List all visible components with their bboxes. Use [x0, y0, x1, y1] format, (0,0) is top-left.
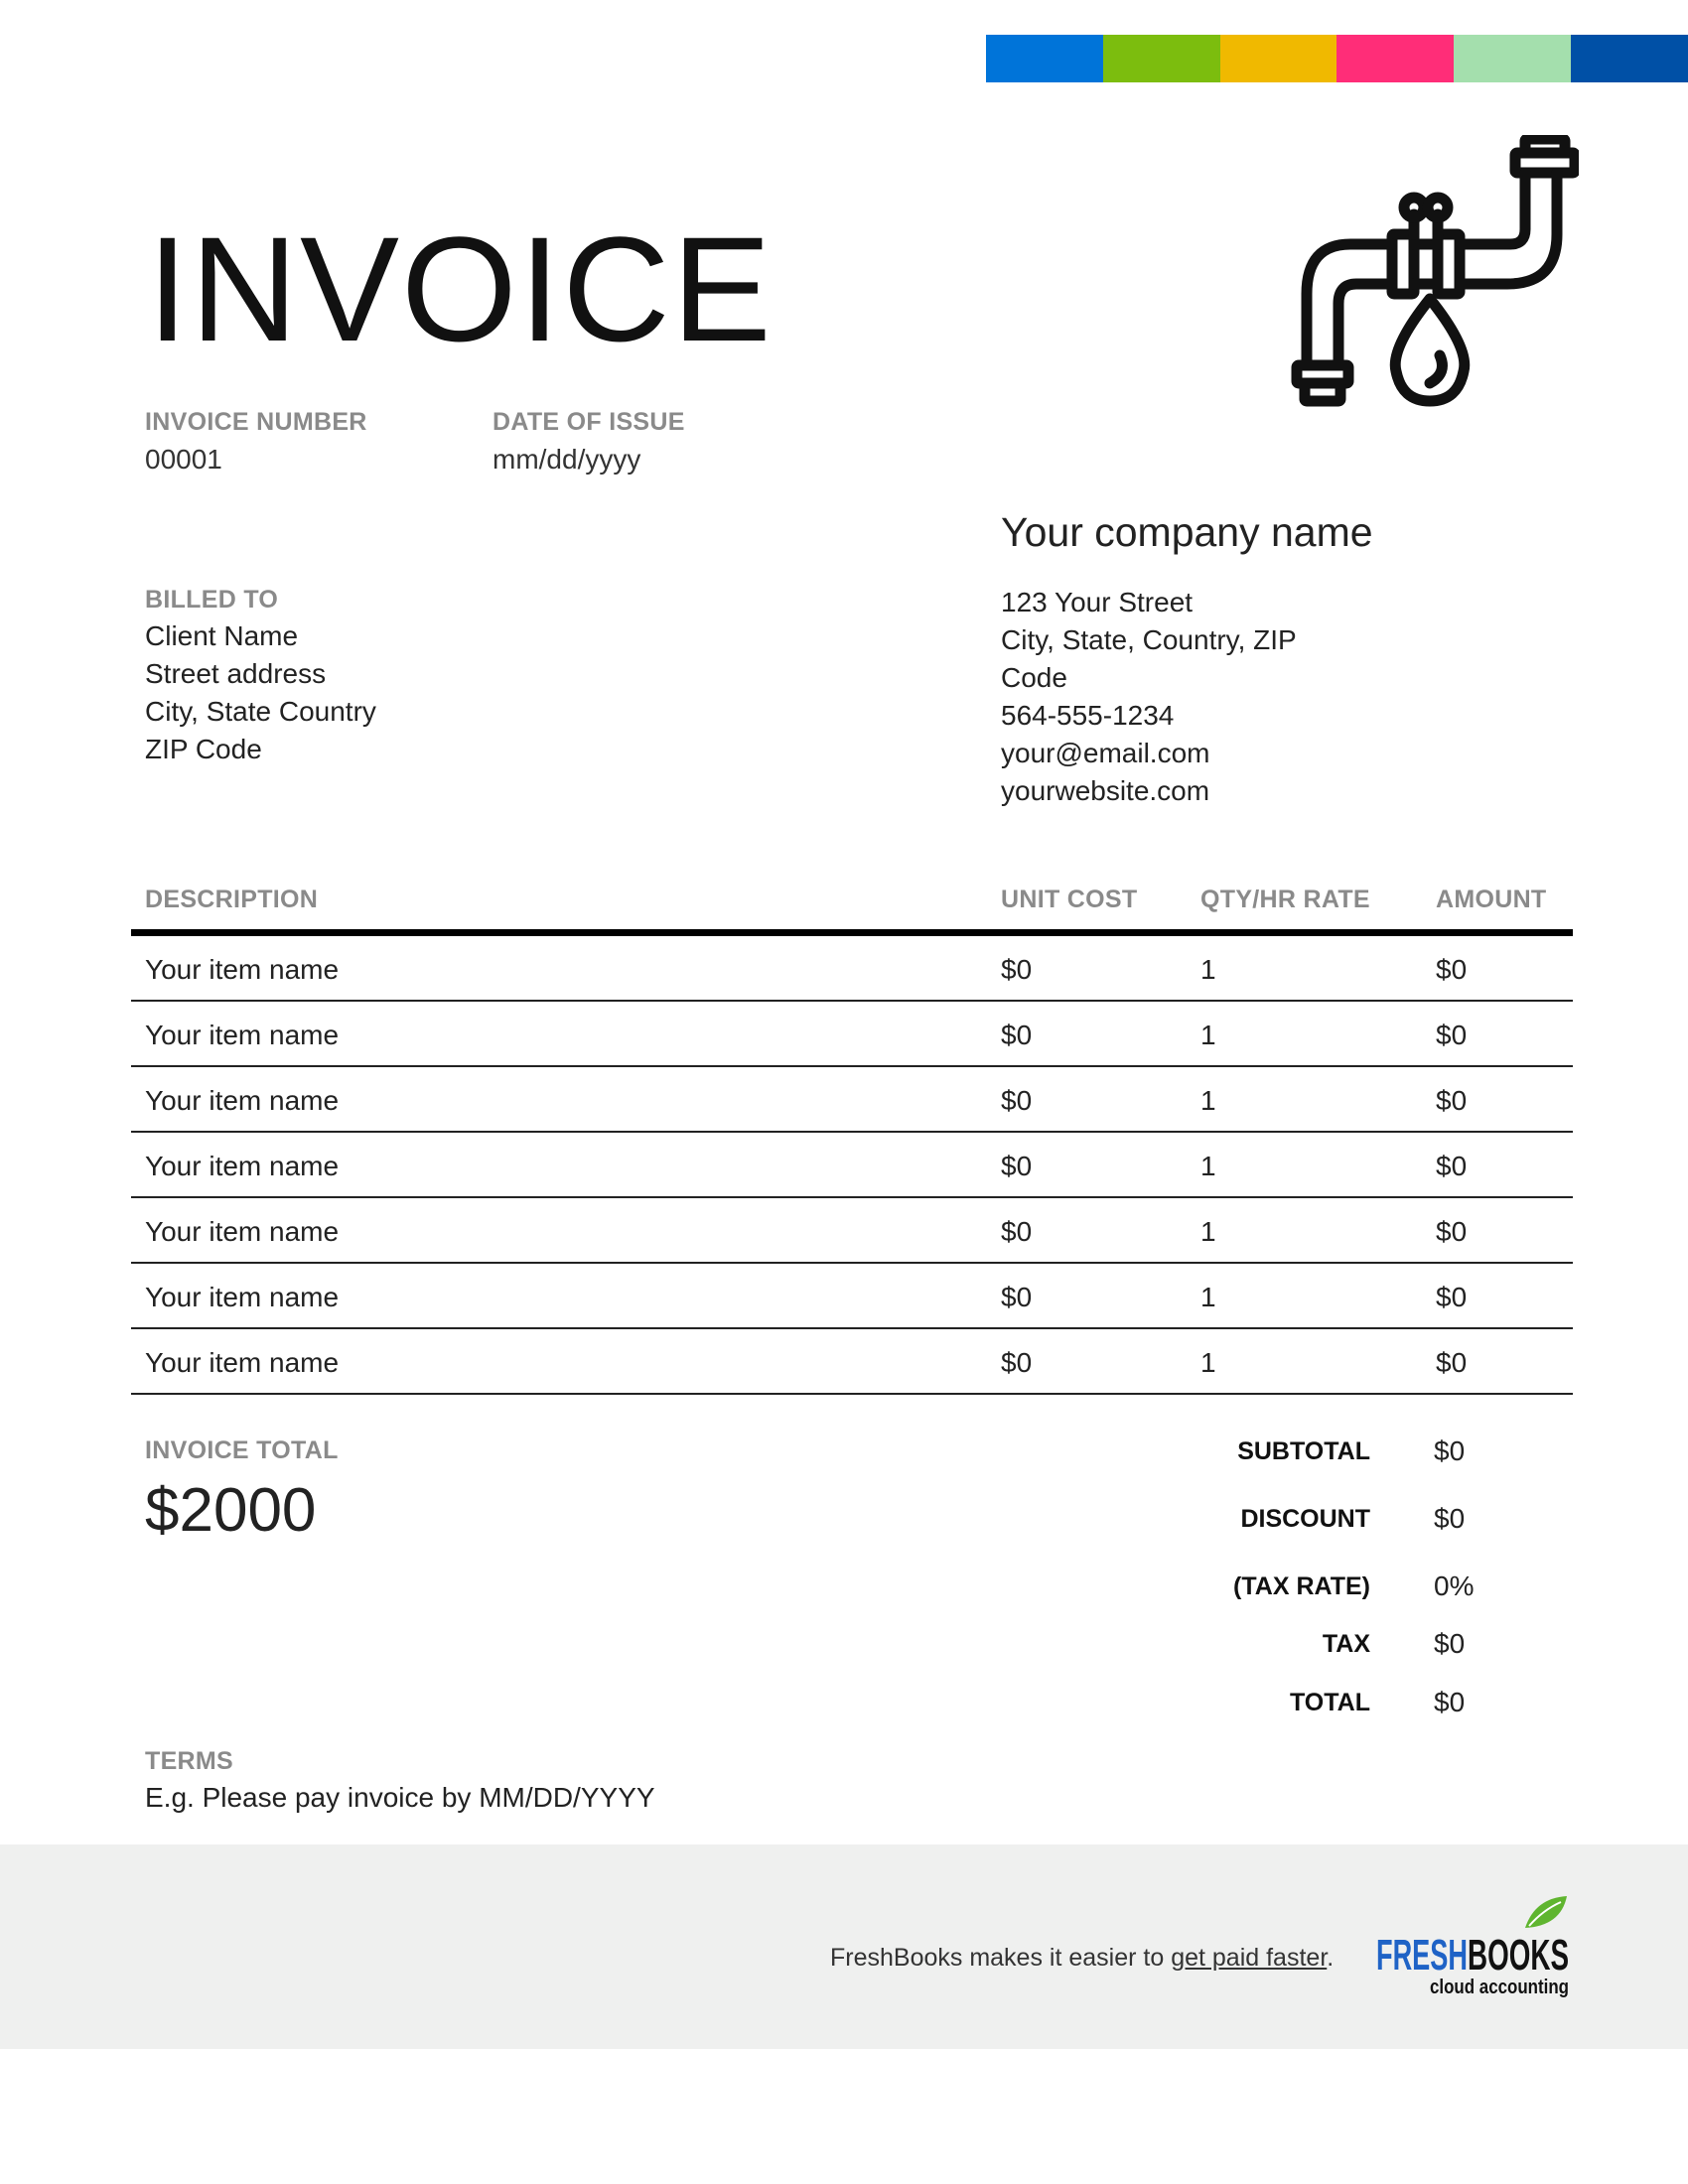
table-row — [131, 1264, 1573, 1329]
item-qty: 1 — [1200, 1216, 1216, 1247]
item-description: Your item name — [145, 954, 340, 985]
line-items-table — [131, 874, 1573, 1395]
item-description: Your item name — [145, 1347, 340, 1378]
color-stripe-bar — [986, 35, 1688, 82]
item-amount: $0 — [1436, 1151, 1468, 1181]
table-row — [131, 1329, 1573, 1395]
color-swatch — [986, 35, 1103, 82]
company-name: Your company name — [1001, 509, 1373, 555]
discount-value: $0 — [1434, 1503, 1466, 1534]
date-of-issue-value: mm/dd/yyyy — [492, 444, 641, 475]
item-qty: 1 — [1200, 954, 1216, 985]
color-swatch — [1103, 35, 1220, 82]
item-unit-cost: $0 — [1001, 1347, 1033, 1378]
company-website: yourwebsite.com — [1001, 775, 1210, 806]
date-of-issue-label: DATE OF ISSUE — [492, 408, 685, 436]
invoice-total-value: $2000 — [145, 1476, 317, 1545]
freshbooks-logo-word-fresh: FRESH — [1376, 1931, 1468, 1979]
freshbooks-logo — [1376, 1896, 1571, 2001]
item-unit-cost: $0 — [1001, 954, 1033, 985]
invoice-number-label: INVOICE NUMBER — [145, 408, 367, 436]
table-row — [131, 1002, 1573, 1067]
table-row — [131, 1133, 1573, 1198]
table-header-row — [131, 874, 1573, 936]
subtotal-label: SUBTOTAL — [1237, 1437, 1370, 1465]
freshbooks-tagline: cloud accounting — [1430, 1977, 1569, 1998]
company-street: 123 Your Street — [1001, 587, 1194, 617]
item-amount: $0 — [1436, 1282, 1468, 1312]
item-unit-cost: $0 — [1001, 1151, 1033, 1181]
company-address-block — [1001, 584, 1329, 810]
billed-to-label: BILLED TO — [145, 586, 279, 614]
color-swatch — [1454, 35, 1571, 82]
freshbooks-logo-word-books: BOOKS — [1468, 1931, 1569, 1979]
item-amount: $0 — [1436, 1347, 1468, 1378]
table-row — [131, 1198, 1573, 1264]
billed-to-block — [145, 617, 376, 768]
item-qty: 1 — [1200, 1282, 1216, 1312]
invoice-number-value: 00001 — [145, 444, 222, 475]
item-amount: $0 — [1436, 954, 1468, 985]
tax-value: $0 — [1434, 1628, 1466, 1659]
footer-text-prefix: FreshBooks makes it easier to — [830, 1944, 1172, 1972]
company-city-line: City, State, Country, ZIP — [1001, 624, 1297, 655]
company-phone: 564-555-1234 — [1001, 700, 1175, 731]
item-amount: $0 — [1436, 1085, 1468, 1116]
table-row — [131, 1067, 1573, 1133]
column-header-description: DESCRIPTION — [145, 886, 319, 913]
plumbing-pipe-icon — [1291, 135, 1579, 415]
column-header-qty: QTY/HR RATE — [1200, 886, 1370, 913]
item-qty: 1 — [1200, 1151, 1216, 1181]
footer-promo-text — [830, 1944, 1334, 1973]
column-header-amount: AMOUNT — [1436, 886, 1547, 913]
item-description: Your item name — [145, 1151, 340, 1181]
terms-text: E.g. Please pay invoice by MM/DD/YYYY — [145, 1782, 655, 1813]
subtotal-value: $0 — [1434, 1435, 1466, 1466]
client-zip: ZIP Code — [145, 734, 262, 764]
item-qty: 1 — [1200, 1347, 1216, 1378]
item-unit-cost: $0 — [1001, 1085, 1033, 1116]
color-swatch — [1220, 35, 1337, 82]
column-header-unit-cost: UNIT COST — [1001, 886, 1138, 913]
item-description: Your item name — [145, 1282, 340, 1312]
invoice-title: INVOICE — [147, 205, 774, 372]
get-paid-faster-link[interactable]: get paid faster — [1171, 1944, 1328, 1972]
invoice-total-label: INVOICE TOTAL — [145, 1436, 339, 1464]
table-row — [131, 936, 1573, 1002]
company-zip-line: Code — [1001, 662, 1067, 693]
item-description: Your item name — [145, 1085, 340, 1116]
item-amount: $0 — [1436, 1020, 1468, 1050]
tax-label: TAX — [1322, 1630, 1370, 1658]
client-street: Street address — [145, 658, 327, 689]
item-description: Your item name — [145, 1216, 340, 1247]
color-swatch — [1336, 35, 1454, 82]
item-unit-cost: $0 — [1001, 1282, 1033, 1312]
item-unit-cost: $0 — [1001, 1216, 1033, 1247]
total-label: TOTAL — [1289, 1689, 1370, 1716]
item-qty: 1 — [1200, 1085, 1216, 1116]
company-email: your@email.com — [1001, 738, 1210, 768]
client-city: City, State Country — [145, 696, 376, 727]
color-swatch — [1571, 35, 1688, 82]
tax-rate-value: 0% — [1434, 1570, 1475, 1601]
item-unit-cost: $0 — [1001, 1020, 1033, 1050]
footer-text-suffix: . — [1327, 1944, 1335, 1972]
total-value: $0 — [1434, 1687, 1466, 1717]
item-amount: $0 — [1436, 1216, 1468, 1247]
discount-label: DISCOUNT — [1240, 1505, 1370, 1533]
terms-label: TERMS — [145, 1747, 233, 1775]
item-description: Your item name — [145, 1020, 340, 1050]
client-name: Client Name — [145, 620, 299, 651]
tax-rate-label: (TAX RATE) — [1233, 1572, 1370, 1600]
item-qty: 1 — [1200, 1020, 1216, 1050]
footer-banner — [0, 1844, 1688, 2049]
